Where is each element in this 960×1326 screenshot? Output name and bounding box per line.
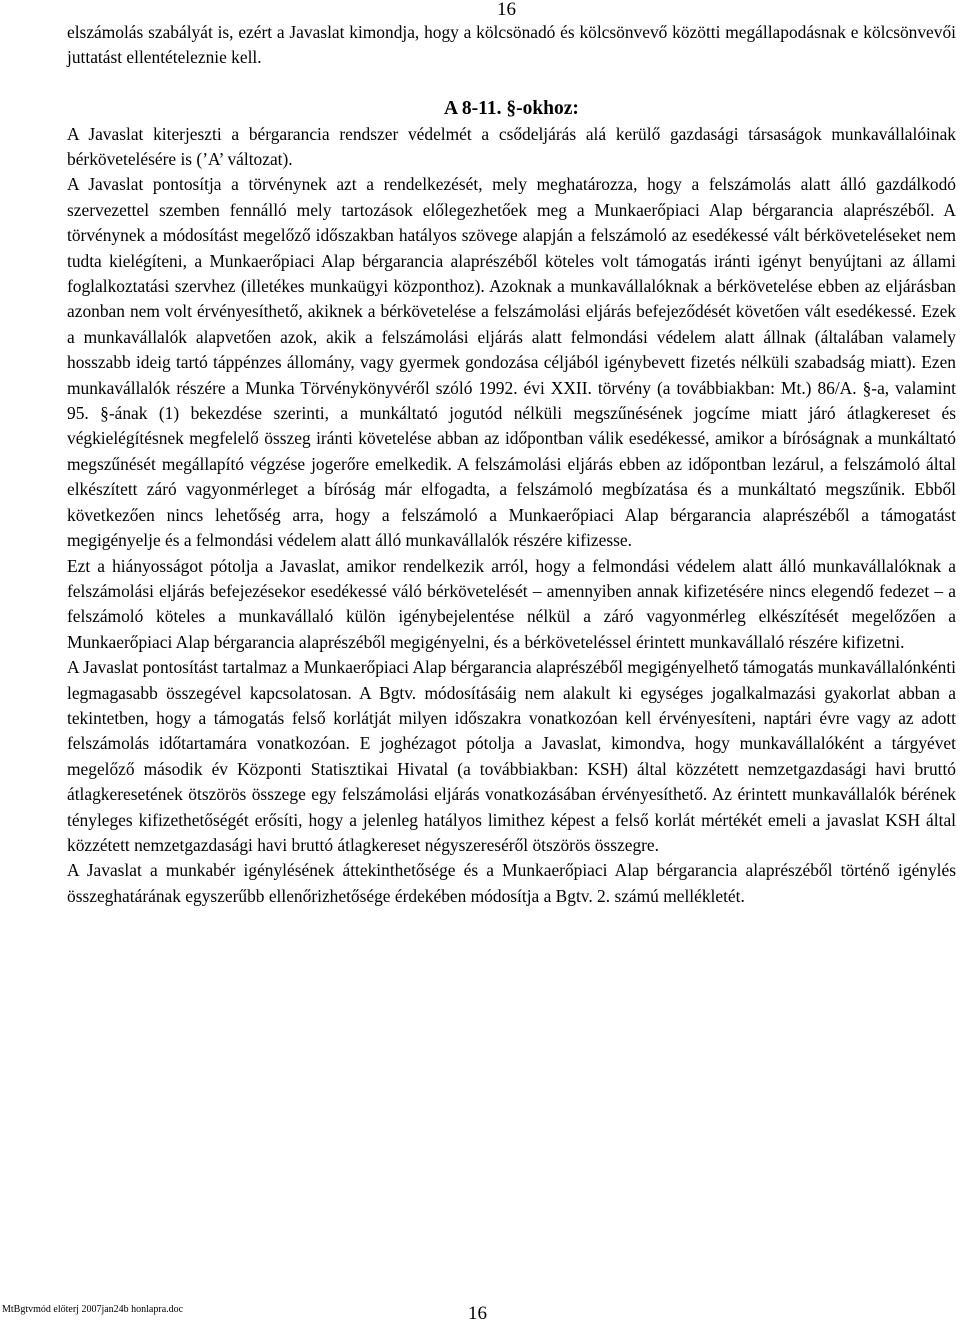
paragraph-3: Ezt a hiányosságot pótolja a Javaslat, amikor rendelkezik arról, hogy a felmondási védelem alatt álló munkavállalóknak a felszámolási eljárás befejezésekor esedékessé váló bérkövetelését – amennyiben annak kifizetésére nincs elegendő fedezet – a felszámoló köteles a munkavállaló külön igénybejelentése nélkül a záró vagyonmérleg elkészítését megelőzően a Munkaerőpiaci Alap bérgarancia alaprészéből megigényelni, és a bérköveteléssel érintett munkavállaló részére kifizetni. [67, 555, 956, 652]
section-heading: A 8-11. §-okhoz: [444, 98, 579, 120]
paragraph-2: A Javaslat pontosítja a törvénynek azt a rendelkezését, mely meghatározza, hogy a felszámolás alatt álló gazdálkodó szervezettel szemben fennálló mely tartozások előlegezhetőek meg a Munkaerőpiaci Alap bérgarancia alaprészéből. A törvénynek a módosítást megelőző időszakban hatályos szövege alapján a felszámoló az esedékessé vált bérköveteléseket nem tudta kielégíteni, a Munkaerőpiaci Alap bérgarancia alaprészéből köteles volt támogatás iránti igényt benyújtani az állami foglalkoztatási szervhez (illetékes munkaügyi központhoz). Azoknak a munkavállalóknak a bérkövetelése ebben az eljárásban azonban nem volt érvényesíthető, akiknek a bérkövetelése a felszámolási eljárás befejeződését követően vált esedékessé. Ezek a munkavállalók alapvetően azok, akik a felszámolási eljárás alatt felmondási védelem alatt állnak (általában valamely hosszabb ideig tartó táppénzes állomány, vagy gyermek gondozása céljából igénybevett fizetés nélküli szabadság miatt). Ezen munkavállalók részére a Munka Törvénykönyvéről szóló 1992. évi XXII. törvény (a továbbiakban: Mt.) 86/A. §-a, valamint 95. §-ának (1) bekezdése szerinti, a munkáltató jogutód nélküli megszűnésének jogcíme miatt járó átlagkereset és végkielégítésnek megfelelő összeg iránti követelése abban az időpontban válik esedékessé, amikor a bíróságnak a munkáltató megszűnését megállapító végzése jogerőre emelkedik. A felszámolási eljárás ebben az időpontban lezárul, a felszámoló által elkészített záró vagyonmérleget a bíróság már elfogadta, a felszámoló megbízatása és a munkáltató megszűnik. Ebből következően nincs lehetőség arra, hogy a felszámoló a Munkaerőpiaci Alap bérgarancia alaprészéből a támogatást megigényelje és a felmondási védelem alatt álló munkavállalók részére kifizesse. [67, 174, 956, 551]
intro-paragraph: elszámolás szabályát is, ezért a Javaslat kimondja, hogy a kölcsönadó és kölcsönvevő közötti megállapodásnak e kölcsönvevői juttatást ellentételeznie kell. [67, 22, 956, 68]
footer-page-number: 16 [468, 1303, 487, 1324]
document-body [67, 20, 956, 909]
page-number-top: 16 [497, 0, 516, 20]
paragraph-5: A Javaslat a munkabér igénylésének áttekinthetősége és a Munkaerőpiaci Alap bérgarancia alaprészéből történő igénylés összeghatárának egyszerűbb ellenőrizhetősége érdekében módosítja a Bgtv. 2. számú mellékletét. [67, 860, 956, 906]
paragraph-1: A Javaslat kiterjeszti a bérgarancia rendszer védelmét a csődeljárás alá kerülő gazdasági társaságok munkavállalóinak bérkövetelésére is (’A’ változat). [67, 123, 956, 170]
paragraph-4: A Javaslat pontosítást tartalmaz a Munkaerőpiaci Alap bérgarancia alaprészéből megigényelhető támogatás munkavállalónkénti legmagasabb összegével kapcsolatosan. A Bgtv. módosításáig nem alakult ki egységes jogalkalmazási gyakorlat abban a tekintetben, hogy a támogatás felső korlátját milyen időszakra vonatkozóan kell érvényesíteni, naptári évre vagy az adott felszámolás időtartamára vonatkozóan. E joghézagot pótolja a Javaslat, kimondva, hogy munkavállalóként a tárgyévet megelőző második év Központi Statisztikai Hivatal (a továbbiakban: KSH) által közzétett nemzetgazdasági havi bruttó átlagkeresetének ötszörös összege egy felszámolási eljárás vonatkozásában érvényesíthető. Az érintett munkavállalók bérének tényleges kifizethetőségét erősíti, hogy a jelenleg hatályos limithez képest a felső korlát mértékét emeli a javaslat KSH által közzétett nemzetgazdasági havi bruttó átlagkereset négyszereséről ötszörös összegre. [67, 657, 956, 855]
footer-filename: MtBgtvmód előterj 2007jan24b honlapra.doc [2, 1304, 184, 1315]
